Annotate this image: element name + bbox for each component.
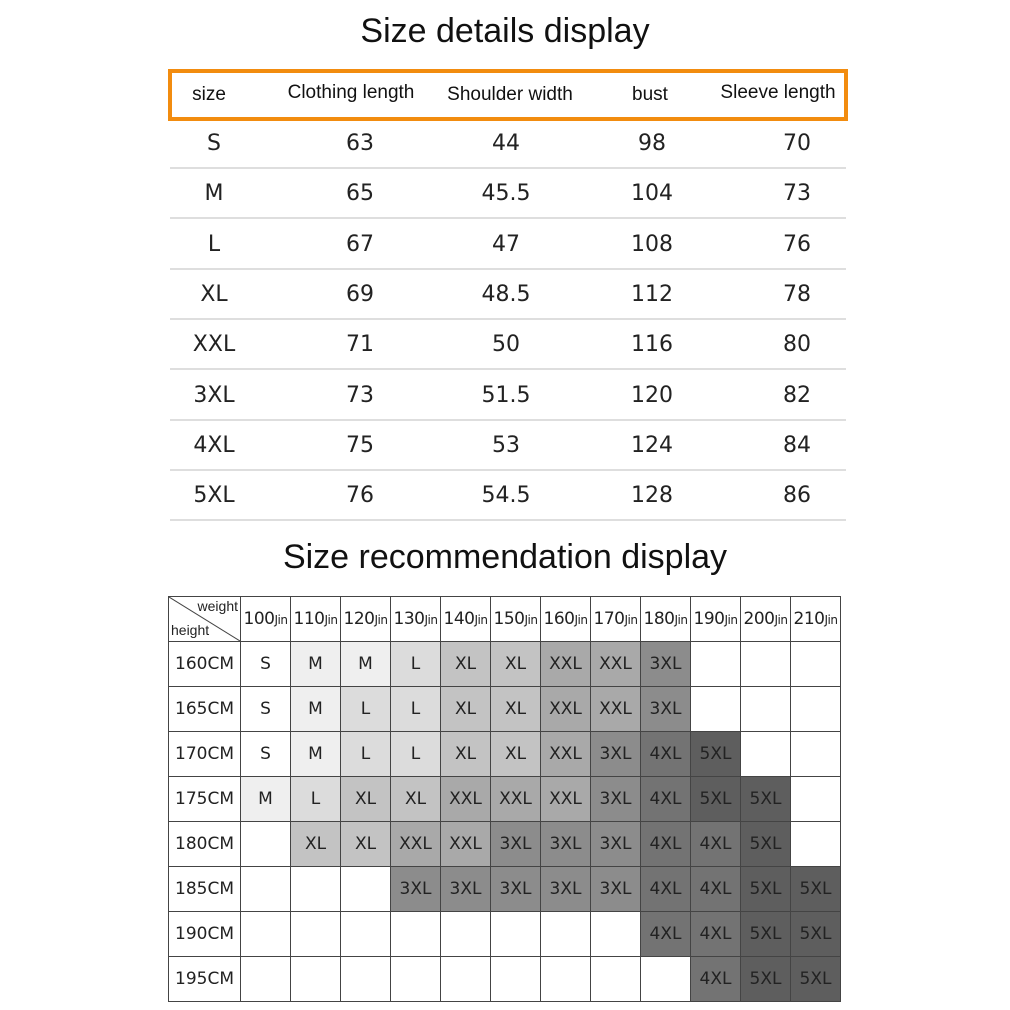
size-recommendation-cell: [741, 732, 791, 777]
size-recommendation-cell: [391, 957, 441, 1002]
size-recommendation-cell: [491, 957, 541, 1002]
size-recommendation-cell: S: [241, 687, 291, 732]
size-recommendation-cell: [291, 957, 341, 1002]
size-recommendation-cell: [541, 957, 591, 1002]
size-recommendation-cell: 5XL: [791, 957, 841, 1002]
size-recommendation-cell: [691, 642, 741, 687]
size-recommendation-cell: [791, 732, 841, 777]
size-recommendation-cell: XXL: [591, 642, 641, 687]
weight-header-cell: 190Jin: [691, 597, 741, 642]
weight-header-cell: 120Jin: [341, 597, 391, 642]
measurement-value: 70: [783, 131, 811, 156]
size-recommendation-cell: XL: [441, 687, 491, 732]
size-recommendation-cell: XL: [441, 732, 491, 777]
weight-header-cell: 180Jin: [641, 597, 691, 642]
size-recommendation-cell: XXL: [591, 687, 641, 732]
size-label: 3XL: [193, 382, 235, 408]
measurement-value: 63: [346, 131, 374, 156]
size-recommendation-cell: [341, 912, 391, 957]
measurement-value: 45.5: [481, 181, 531, 207]
measurement-value: 48.5: [481, 281, 531, 307]
size-recommendation-cell: 3XL: [491, 867, 541, 912]
measurement-value: 75: [346, 432, 374, 458]
measurement-value: 44: [492, 131, 520, 156]
size-recommendation-cell: [791, 687, 841, 732]
weight-header-cell: 100Jin: [241, 597, 291, 642]
size-recommendation-cell: M: [341, 642, 391, 687]
weight-header-cell: 200Jin: [741, 597, 791, 642]
height-label-cell: 170CM: [169, 732, 241, 777]
size-recommendation-cell: [491, 912, 541, 957]
weight-header-cell: 110Jin: [291, 597, 341, 642]
weight-axis-label: weight: [197, 598, 238, 614]
size-recommendation-cell: [341, 957, 391, 1002]
height-row: [169, 957, 841, 1002]
size-recommendation-cell: 3XL: [541, 822, 591, 867]
row-divider: [170, 519, 846, 521]
measurement-value: 71: [346, 332, 374, 358]
size-recommendation-cell: 3XL: [591, 732, 641, 777]
size-recommendation-cell: M: [291, 732, 341, 777]
header-sleeve-length: Sleeve length: [720, 82, 836, 103]
size-recommendation-cell: 5XL: [741, 867, 791, 912]
size-recommendation-cell: XL: [491, 642, 541, 687]
measurement-value: 73: [346, 382, 374, 408]
size-recommendation-cell: [641, 957, 691, 1002]
height-label-cell: 160CM: [169, 642, 241, 687]
height-row: [169, 642, 841, 687]
size-details-row: [170, 270, 846, 320]
size-recommendation-cell: XL: [491, 732, 541, 777]
weight-header-cell: 210Jin: [791, 597, 841, 642]
size-recommendation-cell: XL: [341, 822, 391, 867]
measurement-value: 73: [783, 181, 811, 207]
size-recommendation-cell: 4XL: [641, 822, 691, 867]
size-label: S: [207, 131, 221, 156]
size-label: XXL: [192, 332, 236, 358]
measurement-value: 69: [346, 281, 374, 307]
size-recommendation-cell: 5XL: [741, 777, 791, 822]
size-recommendation-cell: 5XL: [741, 957, 791, 1002]
size-recommendation-cell: [391, 912, 441, 957]
header-size: size: [192, 84, 226, 105]
measurement-value: 104: [631, 181, 673, 207]
size-recommendation-cell: 3XL: [391, 867, 441, 912]
corner-cell: [169, 597, 241, 642]
measurement-value: 76: [346, 483, 374, 509]
size-details-row: [170, 119, 846, 169]
size-recommendation-cell: 3XL: [541, 867, 591, 912]
size-recommendation-cell: 4XL: [641, 912, 691, 957]
size-label: L: [207, 231, 221, 257]
measurement-value: 78: [783, 281, 811, 307]
size-details-row: [170, 471, 846, 521]
size-recommendation-cell: 5XL: [691, 732, 741, 777]
size-recommendation-cell: 4XL: [641, 777, 691, 822]
header-bust: bust: [632, 84, 668, 105]
size-recommendation-cell: 3XL: [641, 642, 691, 687]
size-recommendation-cell: [591, 912, 641, 957]
size-recommendation-cell: XL: [391, 777, 441, 822]
size-recommendation-cell: M: [291, 687, 341, 732]
height-label-cell: 175CM: [169, 777, 241, 822]
weight-header-row: [169, 597, 841, 642]
size-recommendation-cell: [441, 912, 491, 957]
height-label-cell: 165CM: [169, 687, 241, 732]
measurement-value: 128: [631, 483, 673, 509]
size-recommendation-cell: 4XL: [641, 867, 691, 912]
size-recommendation-cell: [241, 822, 291, 867]
size-recommendation-cell: 3XL: [491, 822, 541, 867]
weight-header-cell: 130Jin: [391, 597, 441, 642]
measurement-value: 120: [631, 382, 673, 408]
measurement-value: 112: [631, 281, 673, 307]
size-label: 4XL: [193, 432, 235, 458]
size-recommendation-cell: 4XL: [691, 867, 741, 912]
header-shoulder-width: Shoulder width: [447, 84, 573, 105]
size-recommendation-grid: [168, 596, 841, 1002]
size-recommendation-cell: L: [341, 687, 391, 732]
weight-header-cell: 150Jin: [491, 597, 541, 642]
size-recommendation-cell: 5XL: [791, 867, 841, 912]
size-details-title: Size details display: [360, 12, 650, 50]
size-recommendation-cell: XL: [491, 687, 541, 732]
weight-header-cell: 140Jin: [441, 597, 491, 642]
measurement-value: 53: [492, 432, 520, 458]
height-row: [169, 867, 841, 912]
size-recommendation-cell: L: [391, 687, 441, 732]
size-recommendation-cell: XXL: [541, 777, 591, 822]
size-recommendation-cell: [691, 687, 741, 732]
height-row: [169, 687, 841, 732]
measurement-value: 76: [783, 231, 811, 257]
size-recommendation-cell: XXL: [541, 642, 591, 687]
size-recommendation-cell: XXL: [441, 822, 491, 867]
size-details-row: [170, 169, 846, 219]
size-recommendation-cell: XL: [341, 777, 391, 822]
size-recommendation-cell: [541, 912, 591, 957]
size-recommendation-cell: M: [291, 642, 341, 687]
size-label: 5XL: [193, 483, 235, 509]
measurement-value: 54.5: [481, 483, 531, 509]
measurement-value: 47: [492, 231, 520, 257]
size-recommendation-cell: XXL: [541, 732, 591, 777]
measurement-value: 124: [631, 432, 673, 458]
measurement-value: 108: [631, 231, 673, 257]
size-recommendation-cell: L: [341, 732, 391, 777]
size-details-row: [170, 421, 846, 471]
measurement-value: 50: [492, 332, 520, 358]
height-label-cell: 195CM: [169, 957, 241, 1002]
height-label-cell: 180CM: [169, 822, 241, 867]
size-recommendation-cell: XL: [441, 642, 491, 687]
measurement-value: 98: [638, 131, 666, 156]
size-recommendation-cell: [241, 957, 291, 1002]
size-recommendation-cell: 4XL: [691, 957, 741, 1002]
height-row: [169, 912, 841, 957]
size-recommendation-cell: 5XL: [691, 777, 741, 822]
size-recommendation-cell: 4XL: [691, 912, 741, 957]
size-recommendation-cell: 3XL: [441, 867, 491, 912]
size-recommendation-cell: [241, 912, 291, 957]
size-details-row: [170, 371, 846, 421]
height-axis-label: height: [171, 622, 210, 638]
size-recommendation-cell: 3XL: [591, 777, 641, 822]
measurement-value: 67: [346, 231, 374, 257]
size-details-row: [170, 220, 846, 270]
size-recommendation-cell: L: [291, 777, 341, 822]
header-clothing-length: Clothing length: [287, 82, 415, 103]
size-details-row: [170, 320, 846, 370]
size-label: M: [204, 181, 224, 207]
measurement-value: 51.5: [481, 382, 531, 408]
size-recommendation-cell: 4XL: [641, 732, 691, 777]
size-recommendation-cell: [591, 957, 641, 1002]
size-recommendation-cell: 3XL: [591, 822, 641, 867]
height-row: [169, 777, 841, 822]
measurement-value: 65: [346, 181, 374, 207]
height-row: [169, 732, 841, 777]
size-recommendation-cell: 4XL: [691, 822, 741, 867]
size-recommendation-cell: [291, 867, 341, 912]
size-recommendation-cell: [791, 777, 841, 822]
size-recommendation-cell: [341, 867, 391, 912]
size-recommendation-cell: L: [391, 642, 441, 687]
size-recommendation-cell: [291, 912, 341, 957]
size-recommendation-cell: XXL: [541, 687, 591, 732]
height-label-cell: 185CM: [169, 867, 241, 912]
size-recommendation-cell: 5XL: [791, 912, 841, 957]
size-recommendation-cell: XXL: [391, 822, 441, 867]
size-recommendation-cell: XXL: [441, 777, 491, 822]
height-row: [169, 822, 841, 867]
size-recommendation-cell: [741, 642, 791, 687]
size-recommendation-cell: 5XL: [741, 822, 791, 867]
size-recommendation-cell: [791, 642, 841, 687]
size-recommendation-cell: L: [391, 732, 441, 777]
height-label-cell: 190CM: [169, 912, 241, 957]
measurement-value: 84: [783, 432, 811, 458]
size-recommendation-cell: [441, 957, 491, 1002]
size-recommendation-cell: S: [241, 642, 291, 687]
size-recommendation-cell: 3XL: [591, 867, 641, 912]
weight-header-cell: 170Jin: [591, 597, 641, 642]
measurement-value: 116: [631, 332, 673, 358]
size-recommendation-cell: 5XL: [741, 912, 791, 957]
weight-header-cell: 160Jin: [541, 597, 591, 642]
size-recommendation-cell: [241, 867, 291, 912]
size-label: XL: [200, 281, 228, 307]
size-recommendation-cell: 3XL: [641, 687, 691, 732]
size-recommendation-title: Size recommendation display: [282, 538, 728, 576]
measurement-value: 80: [783, 332, 811, 358]
size-recommendation-cell: XL: [291, 822, 341, 867]
measurement-value: 86: [783, 483, 811, 509]
size-recommendation-cell: XXL: [491, 777, 541, 822]
measurement-value: 82: [783, 382, 811, 408]
size-recommendation-cell: [791, 822, 841, 867]
size-recommendation-cell: [741, 687, 791, 732]
size-recommendation-cell: S: [241, 732, 291, 777]
size-recommendation-cell: M: [241, 777, 291, 822]
